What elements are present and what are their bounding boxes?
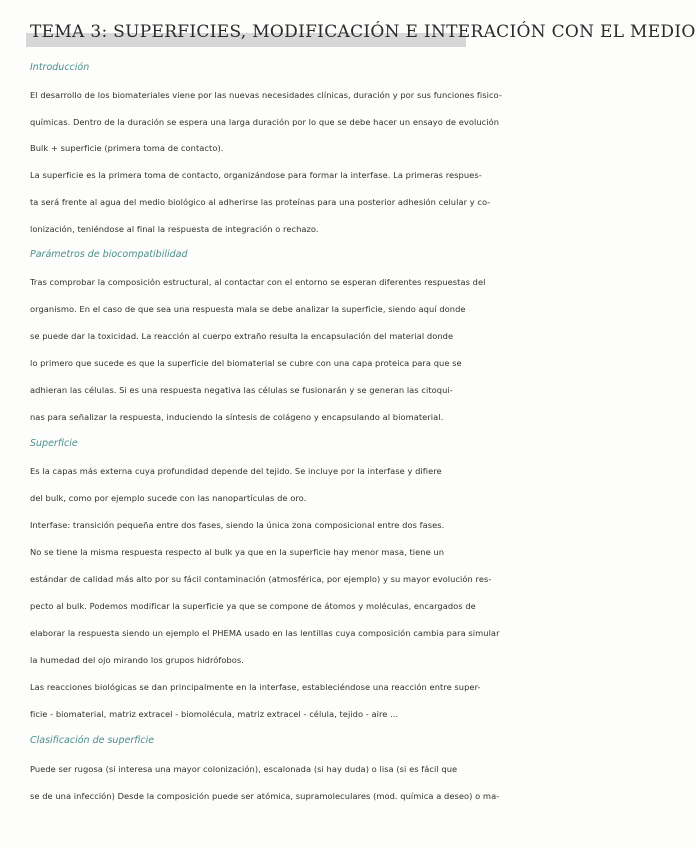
paragraph-line: Tras comprobar la composición estructural, al contactar con el entorno se esperan diferentes respuestas del [30, 277, 486, 287]
section-heading-introduccion: Introducción [30, 62, 90, 73]
paragraph-line: Las reacciones biológicas se dan principalmente en la interfase, estableciéndose una reacción entre super- [30, 682, 481, 692]
paragraph-line: No se tiene la misma respuesta respecto al bulk ya que en la superficie hay menor masa, tiene un [30, 547, 445, 557]
paragraph-line: la humedad del ojo mirando los grupos hidrófobos. [30, 655, 244, 665]
paragraph-line: El desarrollo de los biomateriales viene por las nuevas necesidades clínicas, duración y por sus funciones fisico- [30, 90, 502, 100]
paragraph-line: adhieran las células. Si es una respuesta negativa las células se fusionarán y se generan las citoqui- [30, 385, 453, 395]
paragraph-line: ficie - biomaterial, matriz extracel - biomolécula, matriz extracel - célula, tejido - aire ... [30, 709, 399, 719]
paragraph-line: químicas. Dentro de la duración se espera una larga duración por lo que se debe hacer un ensayo de evolución [30, 117, 500, 127]
paragraph-line: Es la capas más externa cuya profundidad depende del tejido. Se incluye por la interfase y difiere [30, 466, 442, 476]
paragraph-line: Bulk + superficie (primera toma de contacto). [30, 143, 224, 153]
paragraph-line: estándar de calidad más alto por su fácil contaminación (atmosférica, por ejemplo) y su mayor evolución res- [30, 574, 492, 584]
paragraph-line: se puede dar la toxicidad. La reacción al cuerpo extraño resulta la encapsulación del material donde [30, 331, 454, 341]
paragraph-line: lo primero que sucede es que la superficie del biomaterial se cubre con una capa proteica para que se [30, 358, 462, 368]
section-heading-parametros: Parámetros de biocompatibilidad [30, 249, 188, 260]
section-heading-clasificacion: Clasificación de superficie [30, 735, 155, 746]
paragraph-line: pecto al bulk. Podemos modificar la superficie ya que se compone de átomos y moléculas, encargados de [30, 601, 476, 611]
paragraph-line: ta será frente al agua del medio biológico al adherirse las proteínas para una posterior adhesión celular y co- [30, 197, 491, 207]
paragraph-line: elaborar la respuesta siendo un ejemplo el PHEMA usado en las lentillas cuya composición cambia para simular [30, 628, 500, 638]
paragraph-line: La superficie es la primera toma de contacto, organizándose para formar la interfase. La primeras respues- [30, 170, 482, 180]
section-heading-superficie: Superficie [30, 438, 78, 449]
paragraph-line: Puede ser rugosa (si interesa una mayor colonización), escalonada (si hay duda) o lisa (si es fácil que [30, 764, 458, 774]
paragraph-line: organismo. En el caso de que sea una respuesta mala se debe analizar la superficie, siendo aquí donde [30, 304, 466, 314]
paragraph-line: del bulk, como por ejemplo sucede con las nanopartículas de oro. [30, 493, 307, 503]
paragraph-line: se de una infección) Desde la composición puede ser atómica, supramoleculares (mod. química a deseo) o ma- [30, 791, 500, 801]
paragraph-line: lonización, teniéndose al final la respuesta de integración o rechazo. [30, 224, 319, 234]
page-title: TEMA 3: SUPERFICIES, MODIFICACIÓN E INTERACIÓN CON EL MEDIO [30, 22, 696, 42]
paragraph-line: Interfase: transición pequeña entre dos fases, siendo la única zona composicional entre dos fases. [30, 520, 445, 530]
paragraph-line: nas para señalizar la respuesta, induciendo la síntesis de colágeno y encapsulando al biomaterial. [30, 412, 444, 422]
